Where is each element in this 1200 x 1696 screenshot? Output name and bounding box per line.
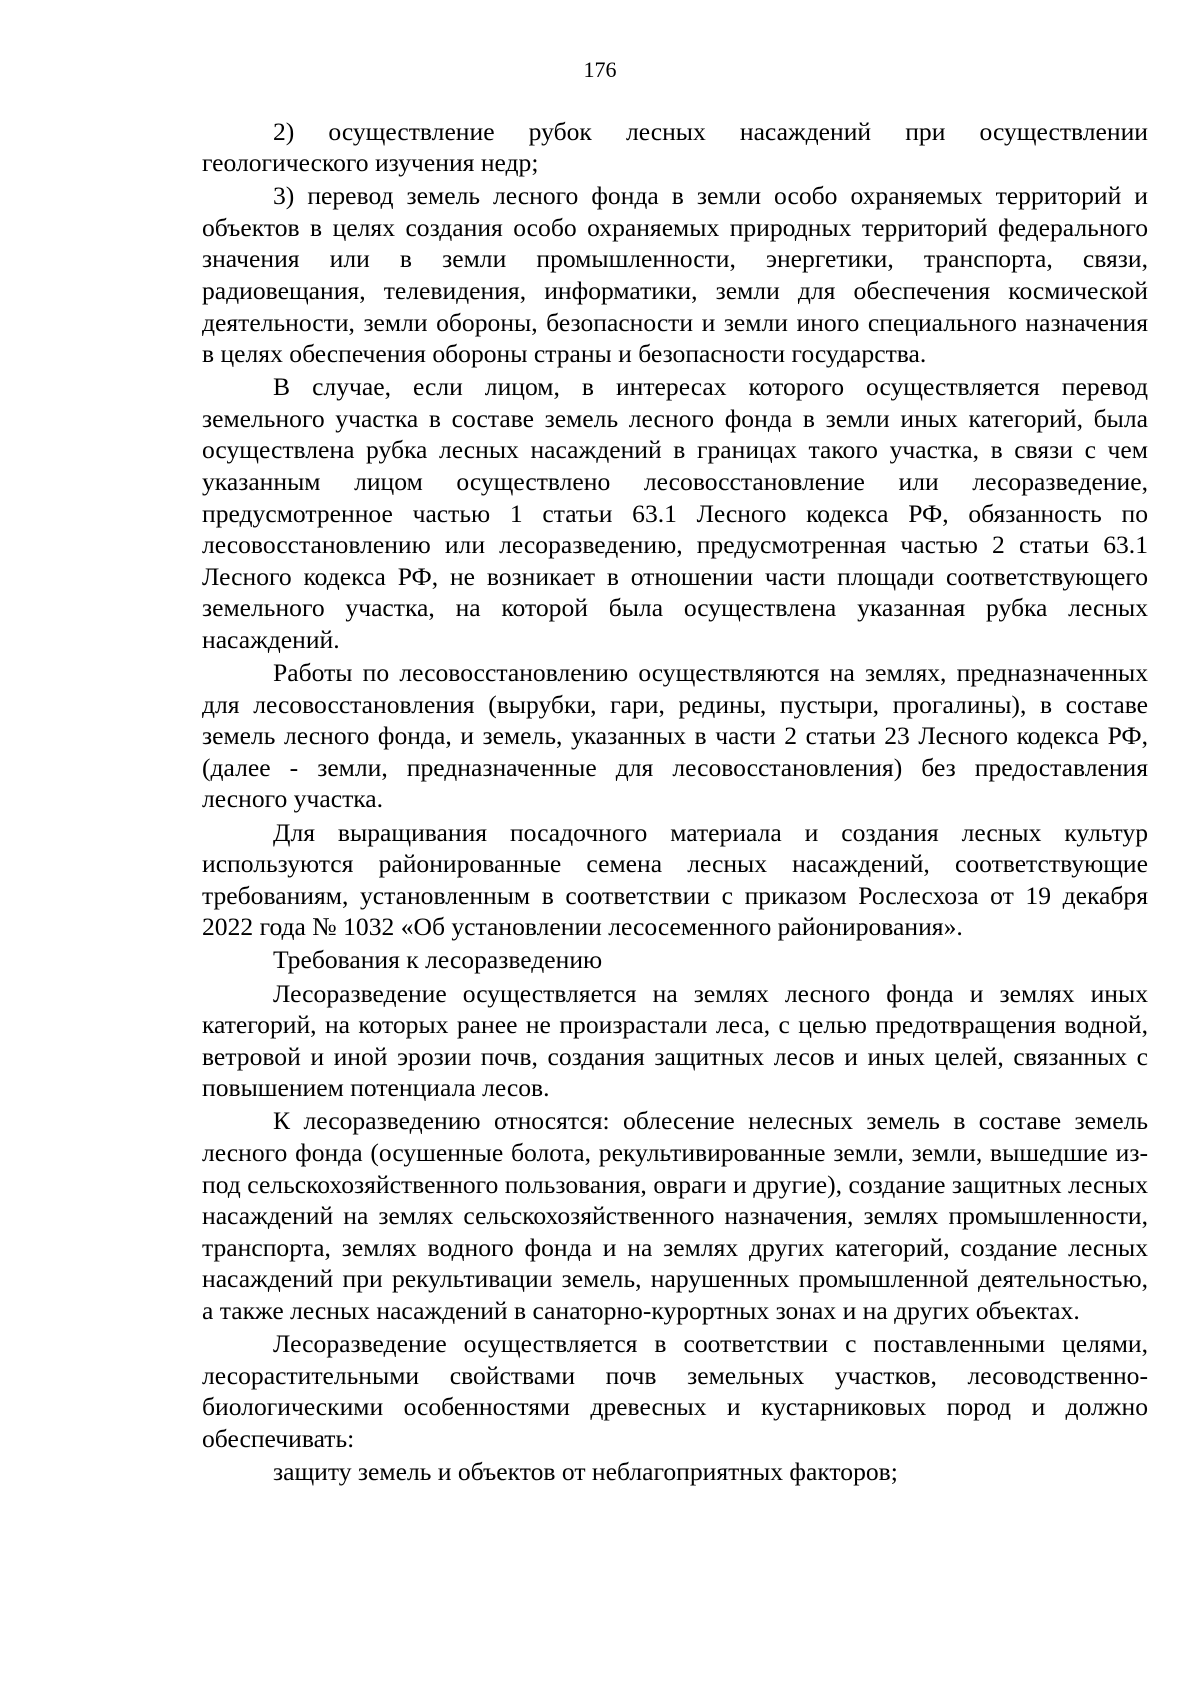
paragraph-lesorazvedenie-sootvetstvie: Лесоразведение осуществляется в соответствии с поставленными целями, лесорастительными свойствами почв земельных участков, лесоводственно-биологическими особенностями древесных и кустарниковых пород и должно обеспечивать: [202, 1329, 1148, 1453]
paragraph-zashchita-zemel: защиту земель и объектов от неблагоприятных факторов; [273, 1456, 898, 1486]
paragraph-sluchai-perevoda: В случае, если лицом, в интересах которого осуществляется перевод земельного участка в составе земель лесного фонда в земли иных категорий, была осуществлена рубка лесных насаждений в границах такого участка, в связи с чем указанным лицом осуществлено лесовосстановление или лесоразведение, предусмотренное частью 1 статьи 63.1 Лесного кодекса РФ, обязанность по лесовосстановлению или лесоразведению, предусмотренная частью 2 статьи 63.1 Лесного кодекса РФ, не возникает в отношении части площади соответствующего земельного участка, на которой была осуществлена указанная рубка лесных насаждений. [202, 372, 1148, 654]
paragraph-perevod-zemel: 3) перевод земель лесного фонда в земли особо охраняемых территорий и объектов в целях создания особо охраняемых природных территорий федерального значения или в земли промышленности, энергетики, транспорта, связи, радиовещания, телевидения, информатики, земли для обеспечения космической деятельности, земли обороны, безопасности и земли иного специального назначения в целях обеспечения обороны страны и безопасности государства. [202, 181, 1148, 369]
document-body [202, 114, 1148, 1488]
section-heading-lesorazvedenie: Требования к лесоразведению [273, 945, 603, 975]
paragraph-semena: Для выращивания посадочного материала и создания лесных культур используются районированные семена лесных насаждений, соответствующие требованиям, установленным в соответствии с приказом Рослесхоза от 19 декабря 2022 года № 1032 «Об установлении лесосеменного районирования». [202, 817, 1148, 942]
paragraph-raboty-lesovosstanovlenie: Работы по лесовосстановлению осуществляются на землях, предназначенных для лесовосстановления (вырубки, гари, редины, пустыри, прогалины), в составе земель лесного фонда, и земель, указанных в части 2 статьи 23 Лесного кодекса РФ, (далее - земли, предназначенные для лесовосстановления) без предоставления лесного участка. [202, 658, 1148, 814]
paragraph-k-lesorazvedeniyu: К лесоразведению относятся: облесение нелесных земель в составе земель лесного фонда (осушенные болота, рекультивированные земли, земли, вышедшие из-под сельскохозяйственного пользования, овраги и другие), создание защитных лесных насаждений на землях сельскохозяйственного назначения, землях промышленности, транспорта, землях водного фонда и на землях других категорий, создание лесных насаждений при рекультивации земель, нарушенных промышленной деятельностью, а также лесных насаждений в санаторно-курортных зонах и на других объектах. [202, 1106, 1148, 1325]
paragraph-rubki-geologiya: 2) осуществление рубок лесных насаждений при осуществлении геологического изучения недр; [202, 116, 1148, 178]
page-number: 176 [583, 57, 617, 82]
paragraph-lesorazvedenie-tseli: Лесоразведение осуществляется на землях лесного фонда и землях иных категорий, на которых ранее не произрастали леса, с целью предотвращения водной, ветровой и иной эрозии почв, создания защитных лесов и иных целей, связанных с повышением потенциала лесов. [202, 978, 1148, 1103]
